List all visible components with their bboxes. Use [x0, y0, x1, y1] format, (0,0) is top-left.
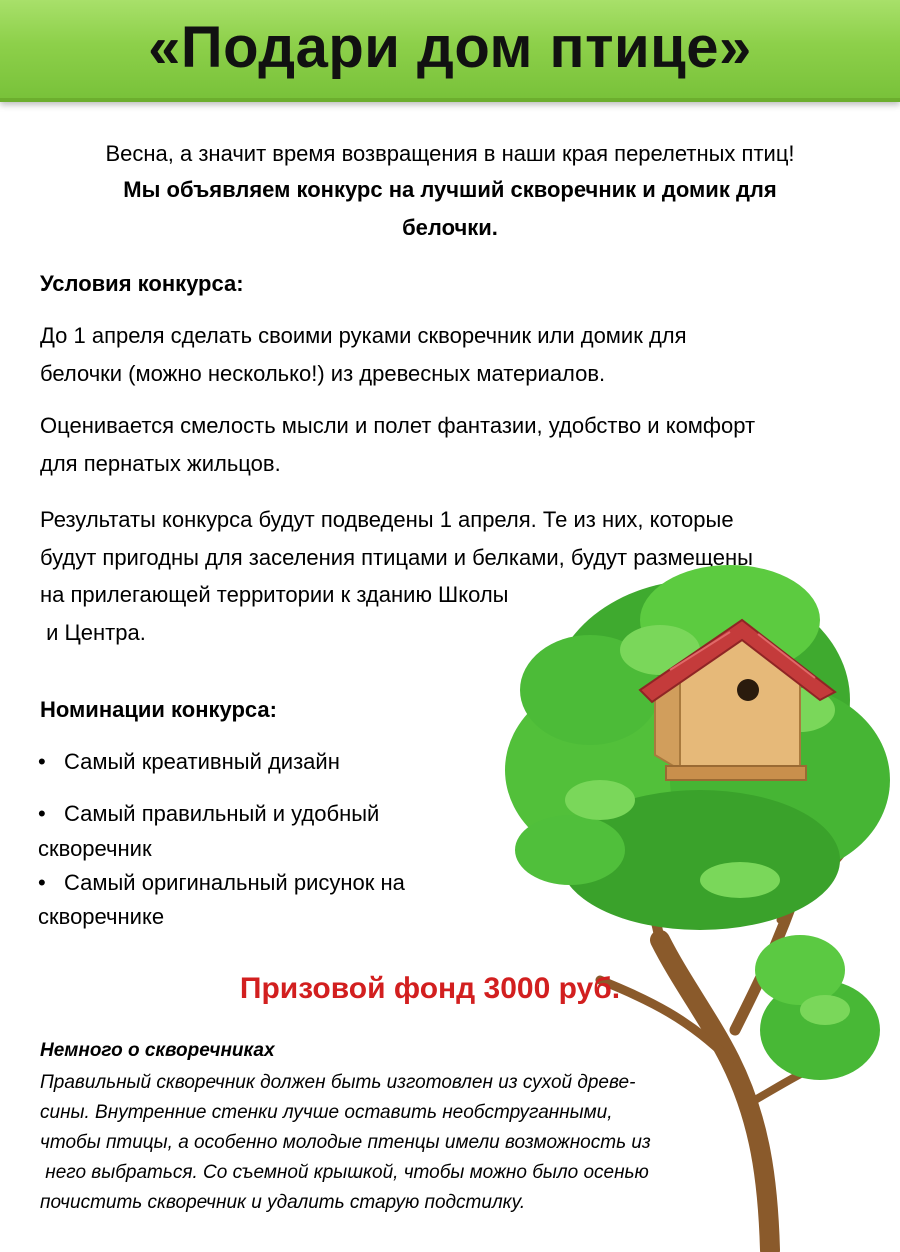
nomination-item-continuation: скворечник: [38, 836, 152, 861]
prize-fund: Призовой фонд 3000 руб.: [239, 972, 621, 1005]
note-heading: Немного о скворечниках: [40, 1040, 275, 1061]
note-text: Правильный скворечник должен быть изготовлен из сухой древе- сины. Внутренние стенки лучше оставить необструганными, чтобы птицы, а особенно молодые птенцы имели возможность из него выбраться. Со съемной крышкой, чтобы можно было осенью почистить скворечник и удалить старую подстилку.: [40, 1072, 651, 1213]
birdhouse-hole: [737, 679, 759, 701]
results-text: Результаты конкурса будут подведены 1 апреля. Те из них, которые: [40, 507, 734, 532]
conditions-text: Оценивается смелость мысли и полет фантазии, удобство и комфорт: [40, 413, 756, 438]
announcement-line-1: Мы объявляем конкурс на лучший скворечник и домик для: [123, 177, 777, 202]
conditions-heading: Условия конкурса:: [40, 271, 244, 296]
bullet-icon: •: [38, 870, 46, 895]
nomination-item: • Самый креативный дизайн: [38, 745, 340, 779]
conditions-text: для пернатых жильцов.: [40, 451, 281, 476]
results-text: на прилегающей территории к зданию Школы: [40, 582, 509, 607]
nominations-heading: Номинации конкурса:: [40, 697, 277, 722]
nomination-item: • Самый правильный и удобный: [38, 797, 379, 831]
title-banner: [0, 0, 900, 102]
nomination-item-continuation: скворечнике: [38, 904, 165, 929]
results-text: и Центра.: [40, 620, 146, 645]
announcement-line-2: белочки.: [402, 215, 498, 240]
bullet-icon: •: [38, 749, 46, 774]
intro-line: Весна, а значит время возвращения в наши края перелетных птиц!: [105, 141, 795, 166]
bullet-icon: •: [38, 801, 46, 826]
page-title: «Подари дом птице»: [148, 15, 752, 80]
conditions-text: До 1 апреля сделать своими руками скворечник или домик для: [40, 323, 687, 348]
results-text: будут пригодны для заселения птицами и белками, будут размещены: [40, 545, 753, 570]
nomination-item: • Самый оригинальный рисунок на: [38, 866, 405, 900]
conditions-text: белочки (можно несколько!) из древесных материалов.: [40, 361, 606, 386]
